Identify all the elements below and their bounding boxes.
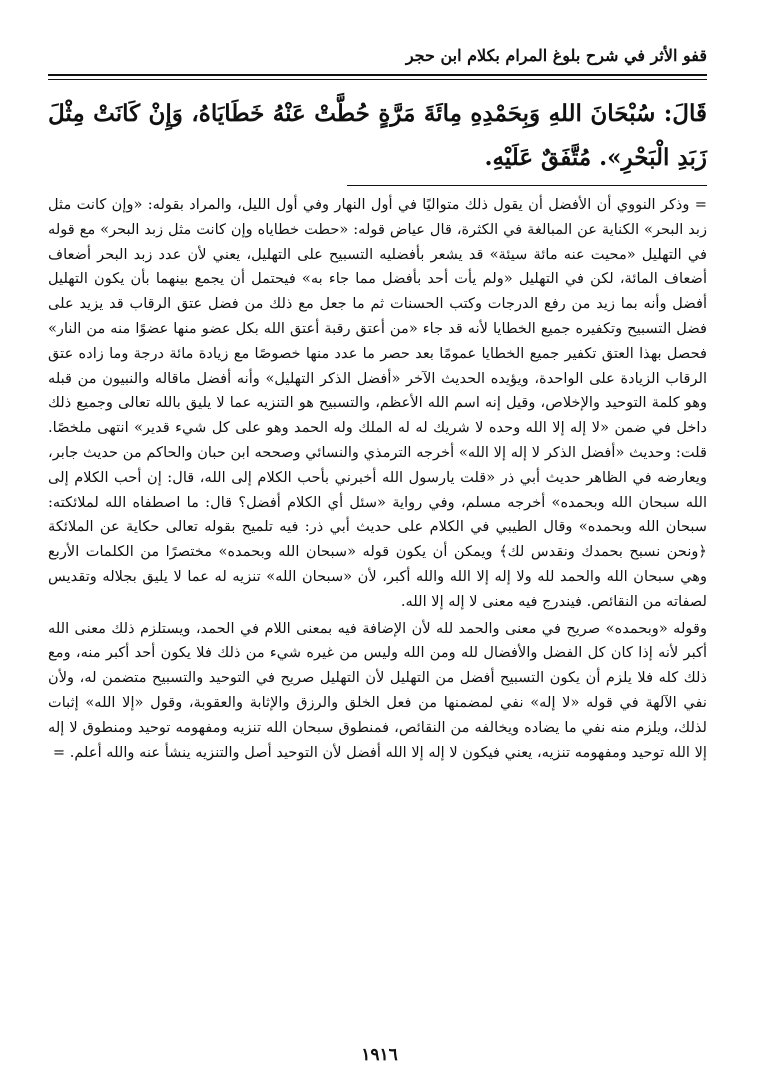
footnote-separator (347, 185, 707, 186)
header-rule (48, 74, 707, 80)
commentary-paragraph: = وذكر النووي أن الأفضل أن يقول ذلك متواليًا في أول النهار وفي أول الليل، والمراد بقوله: «وإن كانت مثل زبد البحر» الكناية عن المبالغة في الكثرة، قال عياض قوله: «حطت خطاياه وإن كانت مثل زبد البحر» مع قوله في التهليل «محيت عنه مائة سيئة» قد يشعر بأفضليه التسبيح على التهليل، يعني لأن عدد زبد البحر أضعاف أضعاف المائة، لكن في التهليل «ولم يأت أحد بأفضل مما جاء به» فيحتمل أن يجمع بينهما بأن يكون التهليل أفضل وأنه بما زيد من رفع الدرجات وكتب الحسنات ثم ما جعل مع ذلك من فضل عتق الرقاب قد يزيد على فضل التسبيح وتكفيره جميع الخطايا لأنه قد جاء «من أعتق رقبة أعتق الله بكل عضو منها عضوًا منه من النار» فحصل بهذا العتق تكفير جميع الخطايا عمومًا بعد حصر ما عدد منها خصوصًا مع زيادة مائة درجة وما زاده عتق الرقاب الزيادة على الواحدة، ويؤيده الحديث الآخر «أفضل الذكر التهليل» وأنه أفضل ماقاله والنبيون من قبله وهو كلمة التوحيد والإخلاص، وقيل إنه اسم الله الأعظم، والتسبيح هو التنزيه عما لا يليق بالله تعالى وجميع ذلك داخل في ضمن «لا إله إلا الله وحده لا شريك له له الملك وله الحمد وهو على كل شيء قدير» انتهى ملخصًا. قلت: وحديث «أفضل الذكر لا إله إلا الله» أخرجه الترمذي والنسائي وصححه ابن حبان والحاكم من حديث جابر، ويعارضه في الظاهر حديث أبي ذر «قلت يارسول الله أخبرني بأحب الكلام إلى الله، قال: إن أحب الكلام إلى الله سبحان الله وبحمده» أخرجه مسلم، وفي رواية «سئل أي الكلام أفضل؟ قال: ما اصطفاه الله لملائكته: سبحان الله وبحمده» وقال الطيبي في الكلام على حديث أبي ذر: فيه تلميح بقوله تعالى حكاية عن الملائكة ﴿ونحن نسبح بحمدك ونقدس لك﴾ ويمكن أن يكون قوله «سبحان الله وبحمده» مختصرًا من الكلمات الأربع وهي سبحان الله والحمد لله ولا إله إلا الله والله أكبر، لأن «سبحان الله» تنزيه له عما لا يليق بجلاله وتقديس لصفاته من النقائص. فيندرج فيه معنى لا إله إلا الله. (48, 196, 707, 610)
running-header: قفو الأثر في شرح بلوغ المرام بكلام ابن حجر (405, 46, 707, 65)
hadith-text: قَالَ: سُبْحَانَ اللهِ وَبِحَمْدِهِ مِائَةَ مَرَّةٍ حُطَّتْ عَنْهُ خَطَايَاهُ، وَإِنْ كَانَتْ مِثْلَ زَبَدِ الْبَحْرِ». مُتَّفَقٌ عَلَيْهِ. (48, 100, 707, 171)
page-number: ١٩١٦ (361, 1045, 398, 1065)
commentary-body (48, 193, 707, 765)
commentary-paragraph: وقوله «وبحمده» صريح في معنى والحمد لله لأن الإضافة فيه بمعنى اللام في الحمد، ويستلزم ذلك معنى الله أكبر لأنه إذا كان كل الفضل والأفضال لله ومن الله وليس من غيره شيء من ذلك فلا يكون أحد أكبر منه، ومع ذلك كله فلا يلزم أن يكون التسبيح أفضل من التهليل لأن التهليل صريح في التوحيد والتسبيح متضمن له، ولأن نفي الآلهة في قوله «لا إله» نفي لمضمنها من فعل الخلق والرزق والإثابة والعقوبة، وقول «إلا الله» إثبات لذلك، ويلزم منه نفي ما يضاده ويخالفه من النقائص، فمنطوق سبحان الله تنزيه ومفهومه توحيد ومنطوق لا إله إلا الله توحيد ومفهومه تنزيه، يعني فيكون لا إله إلا الله أفضل لأن التوحيد أصل والتنزيه ينشأ عنه والله أعلم. = (48, 619, 707, 761)
